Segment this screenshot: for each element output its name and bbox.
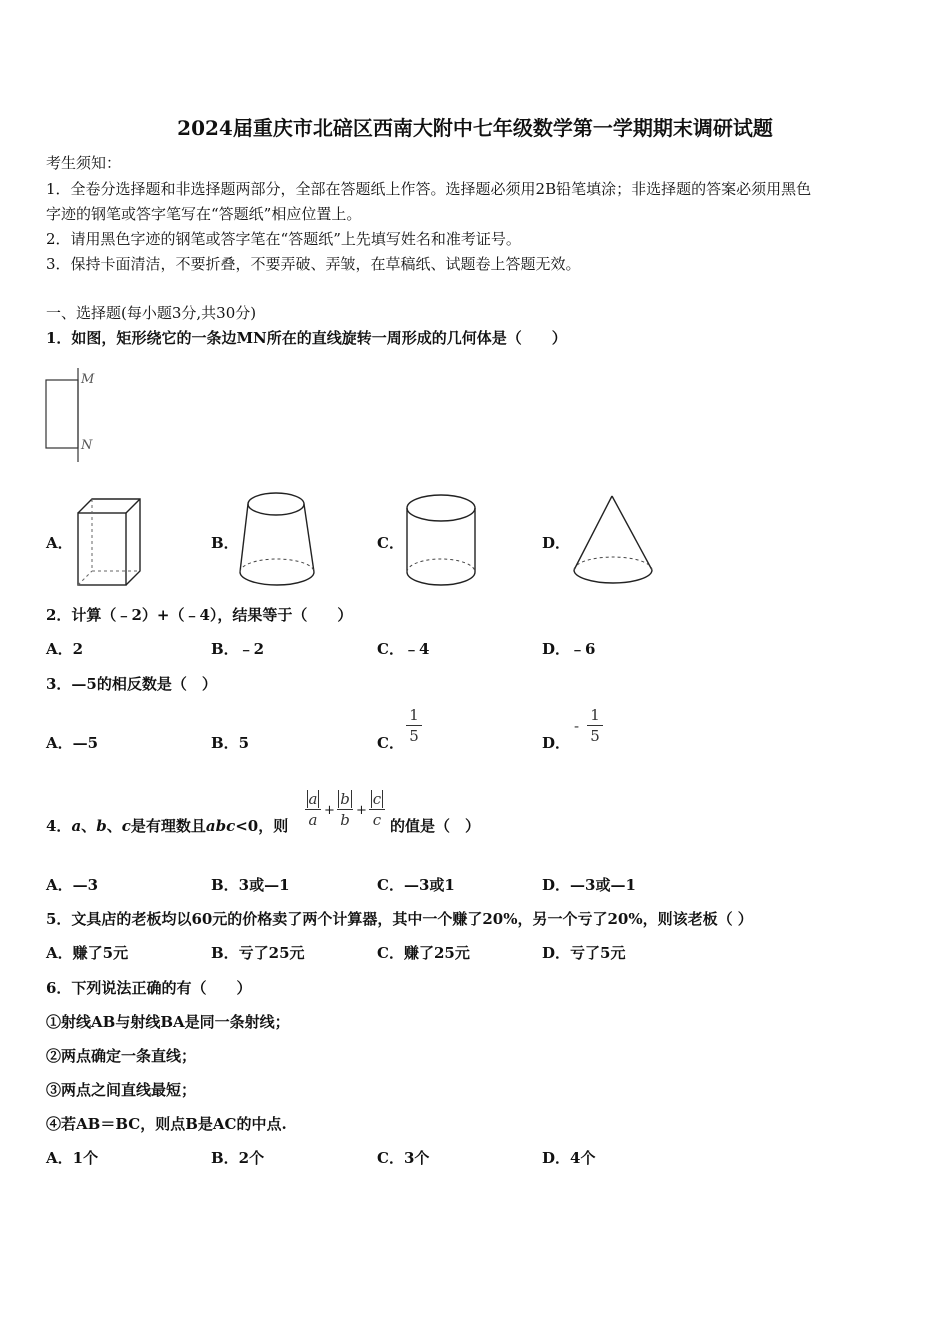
q2-option-b[interactable]: B．﹣2: [211, 640, 265, 658]
plus-sign: +: [324, 803, 335, 818]
q2-option-a[interactable]: A．2: [46, 640, 84, 658]
q6-option-a[interactable]: A．1个: [46, 1149, 99, 1167]
question-4-stem: [46, 815, 288, 836]
statement: ③两点之间直线最短；: [46, 1081, 197, 1099]
abs-c: c: [372, 790, 382, 808]
var-c: c: [121, 817, 131, 835]
abs-c-over-c: [369, 790, 385, 829]
abs-a-over-a: [305, 790, 321, 829]
statement: ①射线AB与射线BA是同一条射线；: [46, 1013, 290, 1031]
label-m: M: [81, 372, 95, 387]
q6-option-d[interactable]: D．4个: [542, 1149, 596, 1167]
q5-option-c[interactable]: C．赚了25元: [377, 944, 470, 962]
plus-sign: +: [356, 803, 367, 818]
label-n: N: [81, 438, 93, 453]
minus-sign: -: [574, 717, 580, 735]
q4-mid: 是有理数且: [130, 817, 206, 835]
q1-option-b-label[interactable]: B．: [211, 534, 239, 552]
q4-option-d[interactable]: D．—3或—1: [542, 876, 636, 894]
q4-option-c[interactable]: C．—3或1: [377, 876, 455, 894]
cylinder-figure: [404, 492, 480, 590]
fraction-denominator: 5: [590, 727, 600, 745]
q3-option-a[interactable]: A．—5: [46, 734, 99, 752]
fraction-numerator: 1: [590, 706, 600, 724]
q4-sep: 、: [106, 817, 122, 835]
var-a: a: [71, 817, 82, 835]
notice-heading: 考生须知：: [46, 154, 122, 172]
notice-item: 1．全卷分选择题和非选择题两部分，全部在答题纸上作答。选择题必须用2B铅笔填涂；非选择题的答案必须用黑色: [46, 180, 812, 198]
page-title: 2024届重庆市北碚区西南大附中七年级数学第一学期期末调研试题: [177, 116, 773, 140]
denominator-c: c: [372, 811, 382, 829]
notice-item: 字迹的钢笔或答字笔写在“答题纸”相应位置上。: [46, 205, 362, 223]
q1-option-d-label[interactable]: D．: [542, 534, 571, 552]
var-abc: abc: [205, 817, 236, 835]
q2-option-d[interactable]: D．﹣6: [542, 640, 596, 658]
statement: ④若AB＝BC，则点B是AC的中点.: [46, 1115, 287, 1133]
q4-prefix: 4．: [46, 817, 72, 835]
q5-option-b[interactable]: B．亏了25元: [211, 944, 305, 962]
fraction-denominator: 5: [409, 727, 419, 745]
notice-item: 2．请用黑色字迹的钢笔或答字笔在“答题纸”上先填写姓名和准考证号。: [46, 230, 521, 248]
rectangle-mn-figure: [44, 368, 104, 468]
denominator-b: b: [340, 811, 350, 829]
q3-option-d-fraction: [587, 706, 603, 745]
q4-suffix: 的值是（ ）: [390, 817, 481, 835]
q4-option-a[interactable]: A．—3: [46, 876, 99, 894]
question-2-stem: 2．计算（﹣2）+（﹣4），结果等于（ ）: [46, 606, 353, 624]
var-b: b: [96, 817, 107, 835]
q1-option-c-label[interactable]: C．: [377, 534, 404, 552]
section-heading: 一、选择题(每小题3分,共30分): [46, 304, 257, 322]
q6-option-c[interactable]: C．3个: [377, 1149, 430, 1167]
cuboid-figure: [74, 495, 144, 590]
question-5-stem: 5．文具店的老板均以60元的价格卖了两个计算器，其中一个赚了20%，另一个亏了20%，则该老板（ ）: [46, 910, 753, 928]
q3-option-d[interactable]: D．: [542, 734, 571, 752]
question-3-stem: 3．—5的相反数是（ ）: [46, 675, 217, 693]
q4-sep: 、: [81, 817, 97, 835]
q1-option-a-label[interactable]: A．: [46, 534, 73, 552]
q3-option-b[interactable]: B．5: [211, 734, 250, 752]
q2-option-c[interactable]: C．﹣4: [377, 640, 430, 658]
abs-b: b: [340, 790, 350, 808]
statement: ②两点确定一条直线；: [46, 1047, 197, 1065]
q4-option-b[interactable]: B．3或—1: [211, 876, 290, 894]
frustum-figure: [238, 490, 318, 590]
abs-a: a: [308, 790, 318, 808]
q6-option-b[interactable]: B．2个: [211, 1149, 265, 1167]
question-6-stem: 6．下列说法正确的有（ ）: [46, 979, 252, 997]
fraction-numerator: 1: [409, 706, 419, 724]
q3-option-c-fraction: [406, 706, 422, 745]
q4-lt: <0，则: [235, 817, 289, 835]
q5-option-d[interactable]: D．亏了5元: [542, 944, 626, 962]
cone-figure: [570, 492, 656, 590]
denominator-a: a: [308, 811, 318, 829]
question-1-stem: 1．如图，矩形绕它的一条边MN所在的直线旋转一周形成的几何体是（ ）: [46, 329, 567, 347]
q5-option-a[interactable]: A．赚了5元: [46, 944, 129, 962]
abs-b-over-b: [337, 790, 353, 829]
notice-item: 3．保持卡面清洁，不要折叠，不要弄破、弄皱，在草稿纸、试题卷上答题无效。: [46, 255, 581, 273]
q3-option-c[interactable]: C．: [377, 734, 404, 752]
